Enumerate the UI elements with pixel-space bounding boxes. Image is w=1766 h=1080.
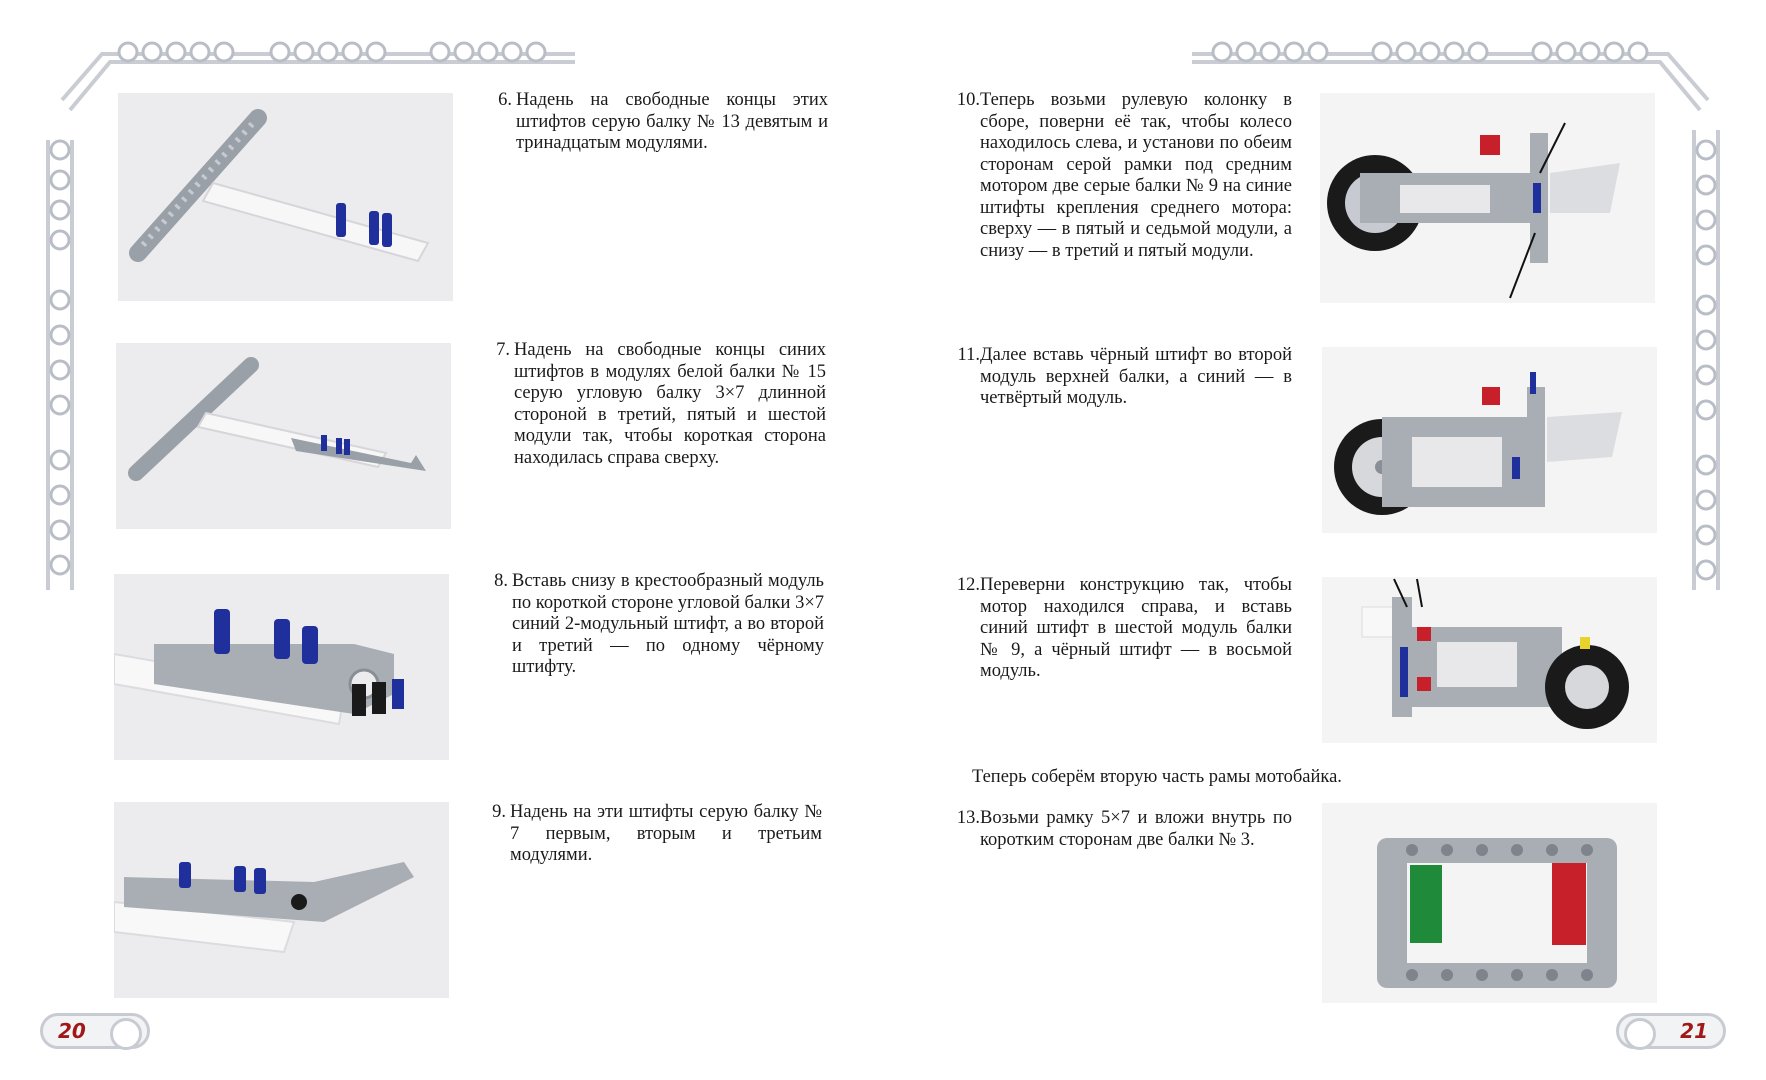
- lego-assembly-illustration: [118, 93, 453, 301]
- step-text: Возьми рамку 5×7 и вложи внутрь по коротким сторонам две балки № 3.: [980, 808, 1292, 850]
- step-number: 8.: [494, 571, 508, 591]
- step-9-photo: [114, 802, 449, 998]
- step-9: [492, 802, 822, 867]
- beam-hole-icon: [110, 1018, 142, 1050]
- page-number-right: [1616, 1013, 1726, 1049]
- step-7: [496, 340, 826, 469]
- step-7-photo: [116, 343, 451, 529]
- step-11: [957, 345, 1292, 410]
- step-8: [494, 571, 825, 679]
- step-number: 12.: [956, 575, 980, 595]
- step-10: [956, 90, 1292, 262]
- step-number: 11.: [957, 345, 980, 365]
- beam-hole-icon: [1624, 1018, 1656, 1050]
- section-intro: Теперь соберём вторую часть рамы мотобайка.: [972, 767, 1342, 787]
- step-13-photo: [1322, 803, 1657, 1003]
- step-text: Переверни конструкцию так, чтобы мотор находился справа, и вставь синий штифт в шестой модуль балки № 9, а чёрный штифт — в восьмой модуль.: [980, 575, 1292, 681]
- page-number-left: [40, 1013, 150, 1049]
- step-12-photo: [1322, 577, 1657, 743]
- step-text: Надень на свободные концы синих штифтов в модулях белой балки № 15 серую угловую балку 3×7 длинной стороной в третий, пятый и шестой модули так, чтобы короткая сторона находилась справа сверху.: [514, 340, 826, 468]
- step-6-photo: [118, 93, 453, 301]
- lego-assembly-illustration: [1322, 577, 1657, 743]
- step-8-photo: [114, 574, 449, 760]
- step-text: Далее вставь чёрный штифт во второй модуль верхней балки, а синий — в четвёртый модуль.: [980, 345, 1292, 408]
- lego-assembly-illustration: [114, 802, 449, 998]
- step-text: Теперь возьми рулевую колонку в сборе, поверни её так, чтобы колесо находилось слева, и установи по обеим сторонам серой рамки под средним мотором две серые балки № 9 на синие штифты крепления среднего мотора: сверху — в пятый и седьмой модули, а снизу — в третий и пятый модули.: [980, 90, 1292, 261]
- step-11-photo: [1322, 347, 1657, 533]
- step-6: [498, 90, 828, 155]
- step-10-photo: [1320, 93, 1655, 303]
- step-13: [956, 808, 1292, 851]
- step-text: Надень на эти штифты серую балку № 7 первым, вторым и третьим модулями.: [510, 802, 822, 865]
- step-number: 6.: [498, 90, 512, 110]
- lego-assembly-illustration: [114, 574, 449, 760]
- lego-assembly-illustration: [1320, 93, 1655, 303]
- lego-assembly-illustration: [116, 343, 451, 529]
- lego-assembly-illustration: [1322, 803, 1657, 1003]
- step-number: 13.: [956, 808, 980, 828]
- step-number: 7.: [496, 340, 510, 360]
- step-12: [956, 575, 1292, 683]
- step-number: 9.: [492, 802, 506, 822]
- lego-assembly-illustration: [1322, 347, 1657, 533]
- step-number: 10.: [956, 90, 980, 110]
- page-number-text: 20: [58, 1019, 86, 1043]
- step-text: Надень на свободные концы этих штифтов серую балку № 13 девятым и тринадцатым модулями.: [516, 90, 828, 153]
- page-number-text: 21: [1680, 1019, 1708, 1043]
- step-text: Вставь снизу в крестообразный модуль по короткой стороне угловой балки 3×7 синий 2-модульный штифт, а во второй и третий — по одному чёрному штифту.: [512, 571, 825, 677]
